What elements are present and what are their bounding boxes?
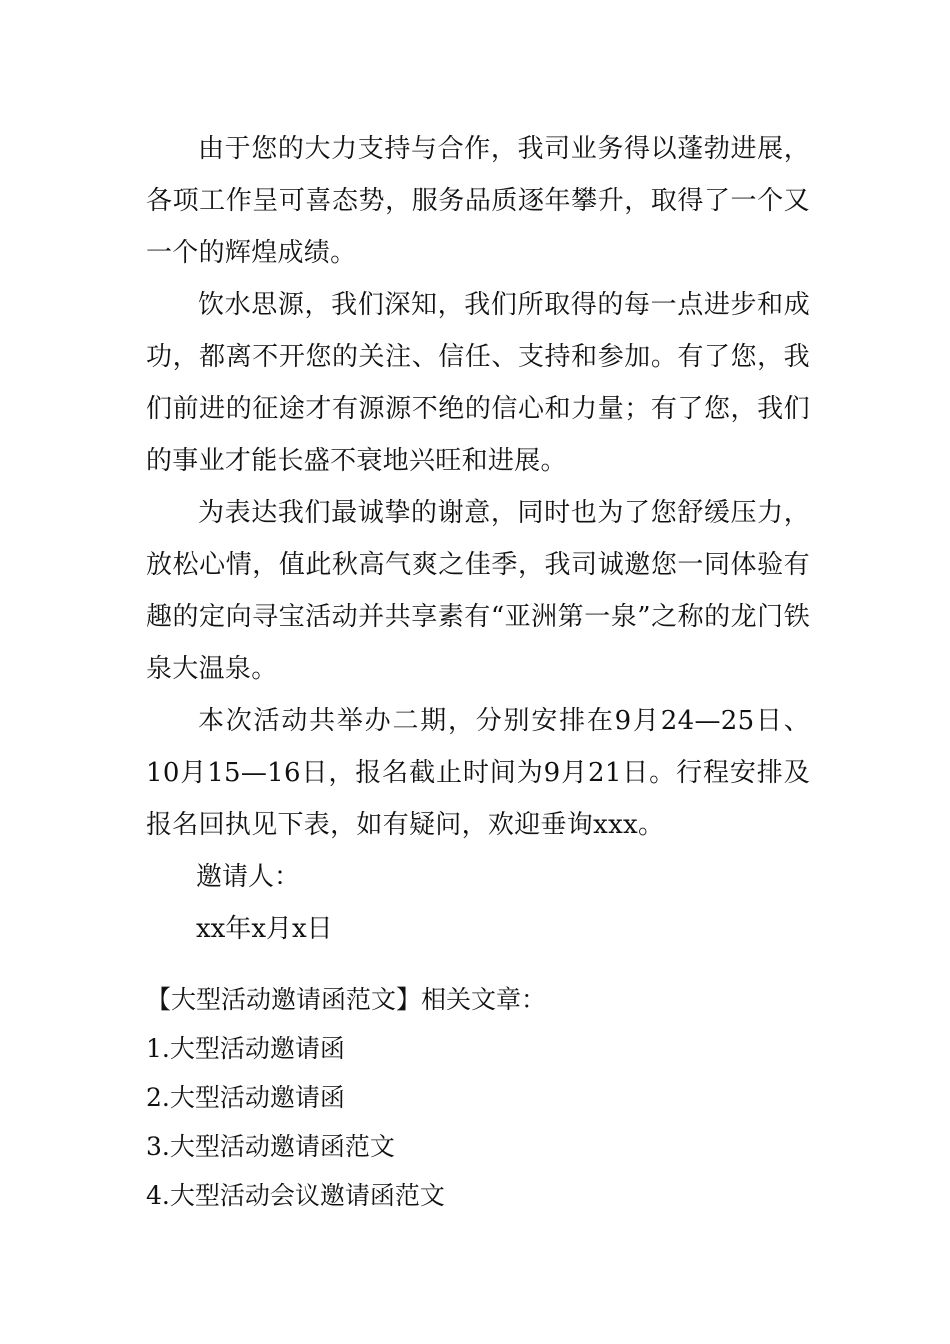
related-articles [146, 975, 810, 1220]
related-article-link-1[interactable]: 1.大型活动邀请函 [146, 1034, 345, 1063]
paragraph-invitation: 为表达我们最诚挚的谢意，同时也为了您舒缓压力，放松心情，值此秋高气爽之佳季，我司诚邀您一同体验有趣的定向寻宝活动并共享素有“亚洲第一泉”之称的龙门铁泉大温泉。 [146, 498, 810, 684]
related-articles-list [146, 1024, 810, 1220]
related-article-link-4[interactable]: 4.大型活动会议邀请函范文 [146, 1181, 445, 1210]
paragraph-gratitude: 由于您的大力支持与合作，我司业务得以蓬勃进展，各项工作呈可喜态势，服务品质逐年攀升，取得了一个又一个的辉煌成绩。 [146, 134, 810, 268]
related-article-link-3[interactable]: 3.大型活动邀请函范文 [146, 1132, 395, 1161]
related-articles-heading: 【大型活动邀请函范文】相关文章： [146, 985, 547, 1014]
inviter-label: 邀请人： [196, 862, 301, 892]
letter-body [146, 123, 810, 955]
date-line: xx年x月x日 [196, 914, 333, 944]
paragraph-schedule: 本次活动共举办二期，分别安排在9月24—25日、10月15—16日，报名截止时间为9月21日。行程安排及报名回执见下表，如有疑问，欢迎垂询xxx。 [146, 706, 810, 840]
related-article-link-2[interactable]: 2.大型活动邀请函 [146, 1083, 345, 1112]
paragraph-appreciation: 饮水思源，我们深知，我们所取得的每一点进步和成功，都离不开您的关注、信任、支持和参加。有了您，我们前进的征途才有源源不绝的信心和力量；有了您，我们的事业才能长盛不衰地兴旺和进展。 [146, 290, 810, 476]
